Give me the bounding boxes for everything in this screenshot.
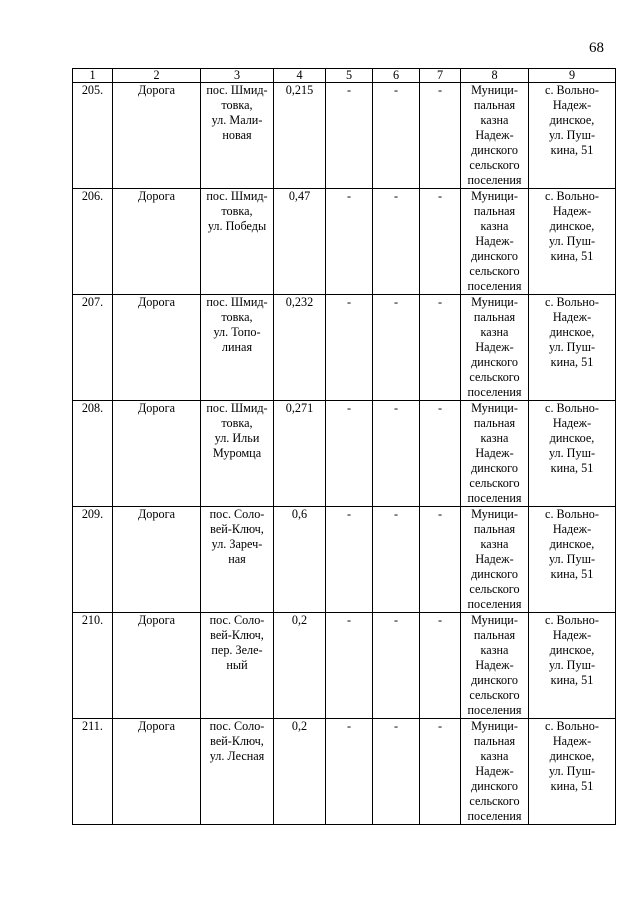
location-cell-line: с. Вольно-: [545, 401, 599, 415]
registry-table: [72, 68, 616, 825]
owner-cell-line: поселения: [467, 597, 522, 611]
column6-cell: -: [373, 401, 420, 507]
owner-cell: [461, 83, 529, 189]
address-cell-line: пос. Соло-: [209, 613, 265, 627]
location-cell-line: Надеж-: [552, 416, 592, 430]
address-cell-line: пос. Шмид-: [206, 189, 268, 203]
column-header: 4: [274, 69, 326, 83]
location-cell-line: Надеж-: [552, 98, 592, 112]
address-cell-line: Муромца: [212, 446, 262, 460]
address-cell: [201, 189, 274, 295]
owner-cell-line: динского: [471, 143, 518, 157]
address-cell-line: ул. Мали-: [211, 113, 263, 127]
owner-cell-line: поселения: [467, 703, 522, 717]
location-cell-line: кина, 51: [550, 779, 594, 793]
address-cell-line: ный: [226, 658, 248, 672]
object-type-cell: Дорога: [113, 295, 201, 401]
column7-cell: -: [420, 83, 461, 189]
owner-cell-line: пальная: [473, 310, 516, 324]
location-cell: [529, 507, 616, 613]
object-type-cell: Дорога: [113, 613, 201, 719]
owner-cell-line: сельского: [469, 158, 520, 172]
location-cell-line: с. Вольно-: [545, 83, 599, 97]
column5-cell: -: [326, 401, 373, 507]
row-number-cell: 211.: [73, 719, 113, 825]
column7-cell: -: [420, 719, 461, 825]
length-cell: 0,6: [274, 507, 326, 613]
object-type-cell: Дорога: [113, 189, 201, 295]
address-cell-line: ул. Победы: [207, 219, 267, 233]
location-cell-line: динское,: [549, 219, 595, 233]
address-cell: [201, 613, 274, 719]
owner-cell-line: казна: [480, 749, 509, 763]
address-cell-line: пос. Шмид-: [206, 83, 268, 97]
location-cell-line: динское,: [549, 537, 595, 551]
owner-cell-line: Муници-: [471, 295, 518, 309]
column5-cell: -: [326, 83, 373, 189]
owner-cell-line: динского: [471, 779, 518, 793]
owner-cell-line: Надеж-: [475, 764, 514, 778]
location-cell-line: ул. Пуш-: [548, 764, 596, 778]
column6-cell: -: [373, 507, 420, 613]
owner-cell-line: сельского: [469, 794, 520, 808]
length-cell: 0,232: [274, 295, 326, 401]
location-cell: [529, 401, 616, 507]
location-cell-line: динское,: [549, 431, 595, 445]
address-cell-line: товка,: [221, 310, 253, 324]
location-cell-line: ул. Пуш-: [548, 340, 596, 354]
location-cell: [529, 189, 616, 295]
owner-cell-line: Надеж-: [475, 340, 514, 354]
object-type-cell: Дорога: [113, 719, 201, 825]
column6-cell: -: [373, 189, 420, 295]
column6-cell: -: [373, 295, 420, 401]
address-cell-line: ул. Зареч-: [211, 537, 263, 551]
owner-cell-line: поселения: [467, 491, 522, 505]
owner-cell-line: Надеж-: [475, 658, 514, 672]
owner-cell: [461, 401, 529, 507]
owner-cell-line: Надеж-: [475, 128, 514, 142]
row-number-cell: 205.: [73, 83, 113, 189]
owner-cell-line: пальная: [473, 204, 516, 218]
location-cell-line: динское,: [549, 643, 595, 657]
owner-cell-line: сельского: [469, 582, 520, 596]
table-row: [73, 613, 616, 719]
location-cell-line: Надеж-: [552, 522, 592, 536]
owner-cell-line: пальная: [473, 416, 516, 430]
address-cell-line: товка,: [221, 204, 253, 218]
location-cell-line: с. Вольно-: [545, 613, 599, 627]
address-cell: [201, 401, 274, 507]
length-cell: 0,215: [274, 83, 326, 189]
location-cell-line: Надеж-: [552, 734, 592, 748]
address-cell-line: вей-Ключ,: [210, 628, 264, 642]
address-cell-line: вей-Ключ,: [210, 522, 264, 536]
table-row: [73, 189, 616, 295]
address-cell-line: ул. Топо-: [213, 325, 261, 339]
location-cell-line: ул. Пуш-: [548, 658, 596, 672]
address-cell-line: товка,: [221, 98, 253, 112]
owner-cell: [461, 189, 529, 295]
column-header: 6: [373, 69, 420, 83]
object-type-cell: Дорога: [113, 507, 201, 613]
owner-cell-line: динского: [471, 567, 518, 581]
owner-cell-line: казна: [480, 325, 509, 339]
page-number: 68: [589, 40, 604, 56]
table-row: [73, 719, 616, 825]
owner-cell-line: казна: [480, 643, 509, 657]
column7-cell: -: [420, 189, 461, 295]
owner-cell-line: Муници-: [471, 401, 518, 415]
column-header: 3: [201, 69, 274, 83]
row-number-cell: 209.: [73, 507, 113, 613]
location-cell: [529, 613, 616, 719]
column-header: 5: [326, 69, 373, 83]
length-cell: 0,271: [274, 401, 326, 507]
owner-cell-line: Муници-: [471, 189, 518, 203]
location-cell-line: ул. Пуш-: [548, 128, 596, 142]
column5-cell: -: [326, 507, 373, 613]
column6-cell: -: [373, 719, 420, 825]
table-row: [73, 401, 616, 507]
location-cell-line: кина, 51: [550, 355, 594, 369]
owner-cell-line: казна: [480, 113, 509, 127]
owner-cell-line: поселения: [467, 173, 522, 187]
object-type-cell: Дорога: [113, 401, 201, 507]
location-cell-line: Надеж-: [552, 310, 592, 324]
owner-cell: [461, 507, 529, 613]
owner-cell-line: Муници-: [471, 83, 518, 97]
address-cell-line: ул. Ильи: [214, 431, 260, 445]
address-cell: [201, 295, 274, 401]
location-cell-line: ул. Пуш-: [548, 446, 596, 460]
object-type-cell: Дорога: [113, 83, 201, 189]
location-cell-line: с. Вольно-: [545, 295, 599, 309]
address-cell: [201, 83, 274, 189]
owner-cell-line: Муници-: [471, 719, 518, 733]
owner-cell-line: динского: [471, 249, 518, 263]
column5-cell: -: [326, 295, 373, 401]
length-cell: 0,2: [274, 613, 326, 719]
location-cell-line: ул. Пуш-: [548, 234, 596, 248]
column5-cell: -: [326, 613, 373, 719]
address-cell: [201, 719, 274, 825]
address-cell-line: линая: [221, 340, 253, 354]
row-number-cell: 210.: [73, 613, 113, 719]
location-cell-line: кина, 51: [550, 673, 594, 687]
table-row: [73, 83, 616, 189]
owner-cell-line: казна: [480, 219, 509, 233]
address-cell-line: пос. Соло-: [209, 507, 265, 521]
owner-cell-line: динского: [471, 673, 518, 687]
owner-cell-line: пальная: [473, 628, 516, 642]
column7-cell: -: [420, 507, 461, 613]
column-header: 2: [113, 69, 201, 83]
row-number-cell: 208.: [73, 401, 113, 507]
column7-cell: -: [420, 401, 461, 507]
location-cell-line: кина, 51: [550, 143, 594, 157]
column5-cell: -: [326, 719, 373, 825]
location-cell-line: с. Вольно-: [545, 507, 599, 521]
table-row: [73, 295, 616, 401]
location-cell-line: с. Вольно-: [545, 189, 599, 203]
location-cell-line: Надеж-: [552, 204, 592, 218]
owner-cell-line: Надеж-: [475, 446, 514, 460]
owner-cell: [461, 613, 529, 719]
address-cell-line: пос. Шмид-: [206, 295, 268, 309]
table-row: [73, 507, 616, 613]
owner-cell-line: динского: [471, 355, 518, 369]
location-cell-line: Надеж-: [552, 628, 592, 642]
column7-cell: -: [420, 613, 461, 719]
location-cell-line: кина, 51: [550, 461, 594, 475]
address-cell-line: вей-Ключ,: [210, 734, 264, 748]
owner-cell-line: пальная: [473, 522, 516, 536]
column7-cell: -: [420, 295, 461, 401]
address-cell-line: товка,: [221, 416, 253, 430]
column5-cell: -: [326, 189, 373, 295]
location-cell-line: кина, 51: [550, 249, 594, 263]
address-cell-line: пер. Зеле-: [211, 643, 263, 657]
owner-cell-line: сельского: [469, 264, 520, 278]
location-cell-line: динское,: [549, 113, 595, 127]
row-number-cell: 207.: [73, 295, 113, 401]
address-cell: [201, 507, 274, 613]
column-header: 1: [73, 69, 113, 83]
owner-cell-line: поселения: [467, 385, 522, 399]
column6-cell: -: [373, 613, 420, 719]
column6-cell: -: [373, 83, 420, 189]
row-number-cell: 206.: [73, 189, 113, 295]
location-cell: [529, 719, 616, 825]
location-cell: [529, 295, 616, 401]
owner-cell-line: поселения: [467, 279, 522, 293]
column-header: 7: [420, 69, 461, 83]
owner-cell-line: поселения: [467, 809, 522, 823]
column-header: 8: [461, 69, 529, 83]
owner-cell: [461, 719, 529, 825]
owner-cell-line: Муници-: [471, 507, 518, 521]
address-cell-line: новая: [222, 128, 252, 142]
owner-cell: [461, 295, 529, 401]
owner-cell-line: пальная: [473, 98, 516, 112]
location-cell-line: ул. Пуш-: [548, 552, 596, 566]
owner-cell-line: Надеж-: [475, 552, 514, 566]
length-cell: 0,2: [274, 719, 326, 825]
owner-cell-line: Муници-: [471, 613, 518, 627]
address-cell-line: пос. Шмид-: [206, 401, 268, 415]
address-cell-line: ул. Лесная: [209, 749, 265, 763]
owner-cell-line: казна: [480, 431, 509, 445]
owner-cell-line: динского: [471, 461, 518, 475]
owner-cell-line: сельского: [469, 370, 520, 384]
location-cell-line: кина, 51: [550, 567, 594, 581]
location-cell-line: динское,: [549, 749, 595, 763]
owner-cell-line: казна: [480, 537, 509, 551]
owner-cell-line: сельского: [469, 688, 520, 702]
owner-cell-line: сельского: [469, 476, 520, 490]
address-cell-line: пос. Соло-: [209, 719, 265, 733]
address-cell-line: ная: [228, 552, 246, 566]
owner-cell-line: пальная: [473, 734, 516, 748]
owner-cell-line: Надеж-: [475, 234, 514, 248]
length-cell: 0,47: [274, 189, 326, 295]
location-cell-line: с. Вольно-: [545, 719, 599, 733]
column-header: 9: [529, 69, 616, 83]
location-cell-line: динское,: [549, 325, 595, 339]
header-row: [73, 69, 616, 83]
location-cell: [529, 83, 616, 189]
table-body: [73, 83, 616, 825]
